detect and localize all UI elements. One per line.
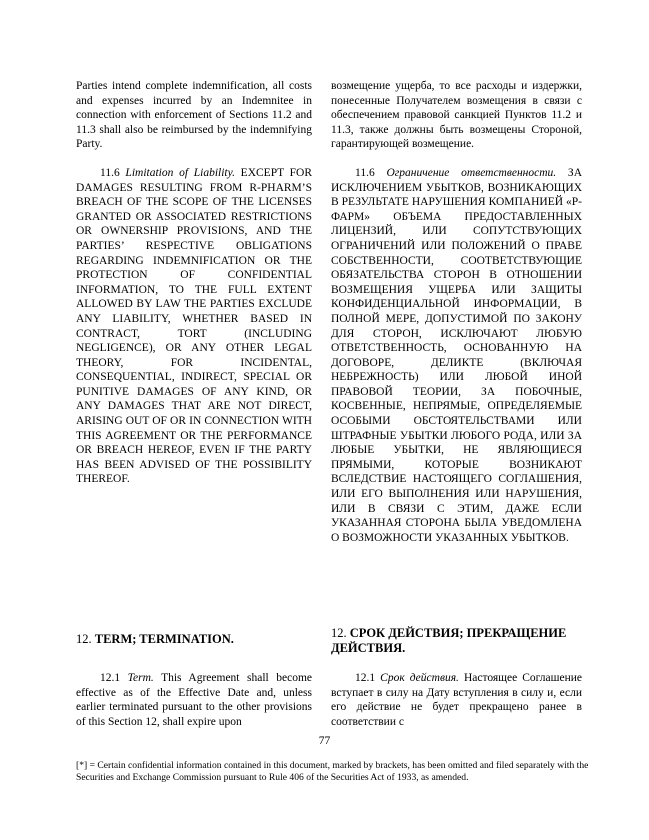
russian-column-top — [331, 79, 582, 545]
ru-section-11-6 — [331, 166, 582, 545]
ru-section-12-1-number: 12.1 — [355, 672, 381, 684]
en-heading-12-number: 12. — [76, 632, 95, 646]
ru-heading-12-title: СРОК ДЕЙСТВИЯ; ПРЕКРАЩЕНИЕ ДЕЙСТВИЯ. — [331, 626, 567, 655]
confidentiality-footnote: [*] = Certain confidential information contained in this document, marked by brackets, has been omitted and filed separately with the Securities and Exchange Commission pursuant to Rule 406 of the Securities Act of 1933, as amended. — [76, 760, 589, 783]
english-column-top — [76, 79, 312, 487]
ru-section-12-1-body: Настоящее Соглашение вступает в силу на Дату вступления в силу и, если его действие не будет прекращено ранее в соответствии с — [331, 672, 583, 728]
ru-section-11-6-number: 11.6 — [355, 166, 387, 179]
en-heading-12 — [76, 632, 312, 647]
russian-column-bottom — [331, 671, 582, 729]
en-paragraph-indemnification-costs: Parties intend complete indemnification, all costs and expenses incurred by an Indemnitee in connection with enforcement of Sections 11.2 and 11.3 shall also be reimbursed by the indemnifying Party. — [76, 80, 312, 151]
en-section-11-6-number: 11.6 — [100, 166, 126, 179]
english-column-bottom — [76, 671, 312, 729]
ru-section-11-6-body: ЗА ИСКЛЮЧЕНИЕМ УБЫТКОВ, ВОЗНИКАЮЩИХ В РЕЗУЛЬТАТЕ НАРУШЕНИЯ КОМПАНИЕЙ «Р-ФАРМ» ОБЪЕМА ПРЕДОСТАВЛЕННЫХ ЛИЦЕНЗИЙ, ИЛИ СОПУТСТВУЮЩИХ ОГРАНИЧЕНИЙ ИЛИ ПОЛОЖЕНИЙ О ПРАВЕ СОБСТВЕННОСТИ, СООТВЕТСТВУЮЩИЕ ОБЯЗАТЕЛЬСТВА СТОРОН В ОТНОШЕНИИ ВОЗМЕЩЕНИЯ УЩЕРБА ИЛИ ЗАЩИТЫ КОНФИДЕНЦИАЛЬНОЙ ИНФОРМАЦИИ, В ПОЛНОЙ МЕРЕ, ДОПУСТИМОЙ ПО ЗАКОНУ ДЛЯ СТОРОН, ИСКЛЮЧАЮТ ЛЮБУЮ ОТВЕТСТВЕННОСТЬ, ОСНОВАННУЮ НА ДОГОВОРЕ, ДЕЛИКТЕ (ВКЛЮЧАЯ НЕБРЕЖНОСТЬ) ИЛИ ЛЮБОЙ ИНОЙ ПРАВОВОЙ ТЕОРИИ, ЗА ПОБОЧНЫЕ, КОСВЕННЫЕ, НЕПРЯМЫЕ, ОПРЕДЕЛЯЕМЫЕ ОСОБЫМИ ОБСТОЯТЕЛЬСТВАМИ ИЛИ ШТРАФНЫЕ УБЫТКИ ЛЮБОГО РОДА, ИЛИ ЗА ЛЮБЫЕ УБЫТКИ, НЕ ЯВЛЯЮЩИЕСЯ ПРЯМЫМИ, КОТОРЫЕ ВОЗНИКАЮТ ВСЛЕДСТВИЕ НАСТОЯЩЕГО СОГЛАШЕНИЯ, ИЛИ ЕГО ВЫПОЛНЕНИЯ ИЛИ НАРУШЕНИЯ, ИЛИ В СВЯЗИ С ЭТИМ, ДАЖЕ ЕСЛИ УКАЗАННАЯ СТОРОНА БЫЛА УВЕДОМЛЕНА О ВОЗМОЖНОСТИ УКАЗАННЫХ УБЫТКОВ. — [331, 166, 582, 544]
en-section-11-6-body: EXCEPT FOR DAMAGES RESULTING FROM R-PHARM’S BREACH OF THE SCOPE OF THE LICENSES GRANTED OR ASSOCIATED RESTRICTIONS OR OWNERSHIP PROVISIONS, AND THE PARTIES’ RESPECTIVE OBLIGATIONS REGARDING INDEMNIFICATION OR THE PROTECTION OF CONFIDENTIAL INFORMATION, TO THE FULL EXTENT ALLOWED BY LAW THE PARTIES EXCLUDE ANY LIABILITY, WHETHER BASED IN CONTRACT, TORT (INCLUDING NEGLIGENCE), OR ANY OTHER LEGAL THEORY, FOR INCIDENTAL, CONSEQUENTIAL, INDIRECT, SPECIAL OR PUNITIVE DAMAGES OF ANY KIND, OR ANY DAMAGES THAT ARE NOT DIRECT, ARISING OUT OF OR IN CONNECTION WITH THIS AGREEMENT OR THE PERFORMANCE OR BREACH HEREOF, EVEN IF THE PARTY HAS BEEN ADVISED OF THE POSSIBILITY THEREOF. — [76, 166, 312, 486]
en-section-12-1-number: 12.1 — [100, 672, 128, 684]
ru-heading-12-number: 12. — [331, 626, 350, 640]
ru-heading-12 — [331, 626, 582, 656]
page-number: 77 — [318, 735, 331, 747]
ru-section-12-1-title: Срок действия. — [380, 672, 459, 684]
ru-section-12-1 — [331, 671, 582, 729]
en-section-12-1 — [76, 671, 312, 729]
en-section-12-1-title: Term. — [127, 672, 154, 684]
ru-paragraph-indemnification-costs: возмещение ущерба, то все расходы и издержки, понесенные Получателем возмещения в связи с обеспечением правовой санкцией Пунктов 11.2 и 11.3, также должны быть возмещены Стороной, гарантирующей возмещение. — [331, 80, 582, 151]
ru-section-11-6-title: Ограничение ответственности. — [386, 166, 557, 179]
en-section-11-6-title: Limitation of Liability. — [125, 166, 235, 179]
en-section-11-6 — [76, 166, 312, 487]
en-section-12-1-body: This Agreement shall become effective as of the Effective Date and, unless earlier terminated pursuant to the other provisions of this Section 12, shall expire upon — [76, 672, 313, 728]
en-heading-12-title: TERM; TERMINATION. — [94, 632, 234, 646]
